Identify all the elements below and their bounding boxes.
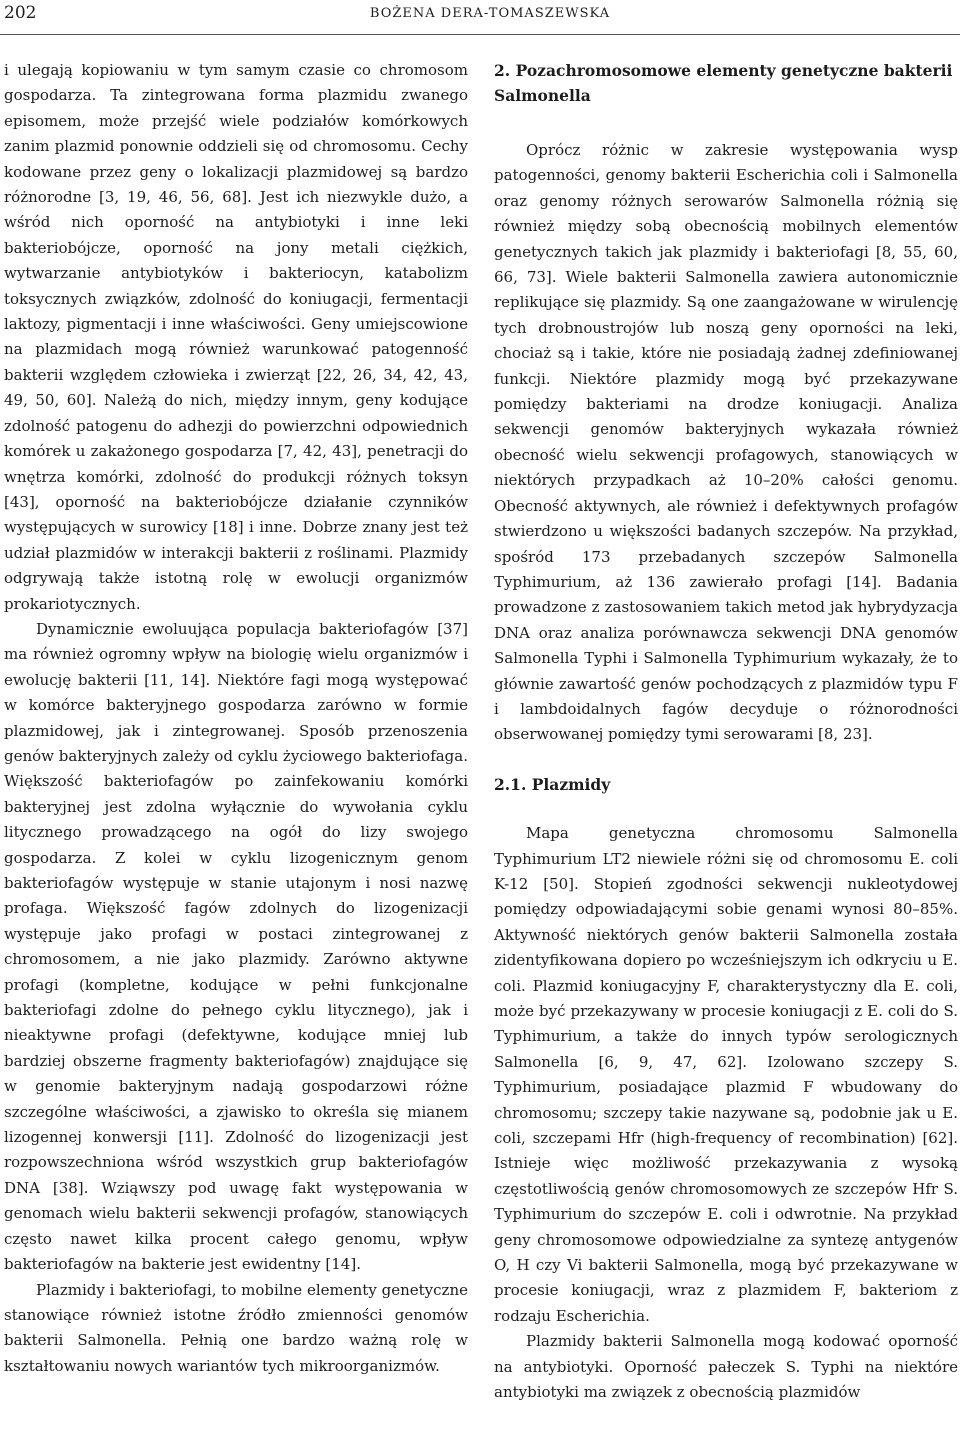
body-paragraph: Dynamicznie ewoluująca populacja bakteriofagów [37] ma również ogromny wpływ na biologię wielu organizmów i ewolucję bakterii [11, 14]. Niektóre fagi mogą występować w komórce bakteryjnego gospodarza zarówno w formie plazmidowej, jak i zintegrowanej. Sposób przenoszenia genów bakteryjnych zależy od cyklu życiowego bakteriofaga. Większość bakteriofagów po zainfekowaniu komórki bakteryjnej jest zdolna wyłącznie do wywołania cyklu litycznego prowadzącego na ogół do lizy swojego gospodarza. Z kolei w cyklu lizogenicznym genom bakteriofagów występuje w stanie utajonym i nosi nazwę profaga. Większość fagów zdolnych do lizogenizacji występuje jako profagi w postaci zintegrowanej z chromosomem, a nie jako plazmidy. Zarówno aktywne profagi (kompletne, kodujące w pełni funkcjonalne bakteriofagi zdolne do pełnego cyklu litycznego), jak i nieaktywne profagi (defektywne, kodujące mniej lub bardziej obszerne fragmenty bakteriofagów) znajdujące się w genomie bakteryjnym nadają gospodarzowi różne szczególne właściwości, a zjawisko to określa się mianem lizogennej konwersji [11]. Zdolność do lizogenizacji jest rozpowszechniona wśród wszystkich grup bakteriofagów DNA [38]. Wziąwszy pod uwagę fakt występowania w genomach wielu bakterii sekwencji profagów, stanowiących często nawet kilka procent całego genomu, wpływ bakteriofagów na bakterie jest ewidentny [14]. — [4, 619, 468, 1274]
subsection-heading: 2.1. Plazmidy — [494, 774, 611, 794]
body-paragraph: Plazmidy i bakteriofagi, to mobilne elementy genetyczne stanowiące również istotne źródło zmienności genomów bakterii Salmonella. Pełnią one bardzo ważną rolę w kształtowaniu nowych wariantów tych mikroorganizmów. — [4, 1280, 468, 1375]
body-paragraph: Oprócz różnic w zakresie występowania wysp patogenności, genomy bakterii Escherichia coli i Salmonella oraz genomy różnych serowarów Salmonella różnią się również między sobą obecnością mobilnych elementów genetycznych takich jak plazmidy i bakteriofagi [8, 55, 60, 66, 73]. Wiele bakterii Salmonella zawiera autonomicznie replikujące się plazmidy. Są one zaangażowane w wirulencję tych drobnoustrojów lub noszą geny oporności na leki, chociaż są i takie, które nie posiadają żadnej zdefiniowanej funkcji. Niektóre plazmidy mogą być przekazywane pomiędzy bakteriami na drodze koniugacji. Analiza sekwencji genomów bakteryjnych wykazała również obecność wielu sekwencji profagowych, stanowiących w niektórych przypadkach aż 10–20% całości genomu. Obecność aktywnych, ale również i defektywnych profagów stwierdzono u większości badanych szczepów. Na przykład, spośród 173 przebadanych szczepów Salmonella Typhimurium, aż 136 zawierało profagi [14]. Badania prowadzone z zastosowaniem takich metod jak hybrydyzacja DNA oraz analiza porównawcza sekwencji DNA genomów Salmonella Typhi i Salmonella Typhimurium wykazały, że to głównie zawartość genów pochodzących z plazmidów typu F i lambdoidalnych fagów decyduje o różnorodności obserwowanej pomiędzy tymi serowarami [8, 23]. — [494, 141, 958, 744]
running-title: BOŻENA DERA-TOMASZEWSKA — [369, 6, 611, 21]
page-number: 202 — [4, 3, 37, 23]
section-heading: 2. Pozachromosomowe elementy genetyczne bakterii Salmonella — [494, 61, 953, 105]
body-paragraph: i ulegają kopiowaniu w tym samym czasie co chromosom gospodarza. Ta zintegrowana forma plazmidu zwanego episomem, może przejść wiele podziałów komórkowych zanim plazmid ponownie oddzieli się od chromosomu. Cechy kodowane przez geny o lokalizacji plazmidowej są bardzo różnorodne [3, 19, 46, 56, 68]. Jest ich niezwykle dużo, a wśród nich oporność na antybiotyki i inne leki bakteriobójcze, oporność na jony metali ciężkich, wytwarzanie antybiotyków i bakteriocyn, katabolizm toksycznych związków, zdolność do koniugacji, fermentacji laktozy, pigmentacji i inne właściwości. Geny umiejscowione na plazmidach mogą również warunkować patogenność bakterii względem człowieka i zwierząt [22, 26, 34, 42, 43, 49, 50, 60]. Należą do nich, między innym, geny kodujące zdolność patogenu do adhezji do powierzchni odpowiednich komórek u zakażonego gospodarza [7, 42, 43], penetracji do wnętrza komórki, zdolność do produkcji różnych toksyn [43], oporność na bakteriobójcze działanie czynników występujących w surowicy [18] i inne. Dobrze znany jest też udział plazmidów w interakcji bakterii z roślinami. Plazmidy odgrywają także istotną rolę w ewolucji organizmów prokariotycznych. — [4, 61, 468, 613]
body-paragraph: Mapa genetyczna chromosomu Salmonella Typhimurium LT2 niewiele różni się od chromosomu E. coli K-12 [50]. Stopień zgodności sekwencji nukleotydowej pomiędzy odpowiadającymi sobie genami wynosi 80–85%. Aktywność niektórych genów bakterii Salmonella została zidentyfikowana dopiero po wcześniejszym ich odkryciu u E. coli. Plazmid koniugacyjny F, charakterystyczny dla E. coli, może być przekazywany w procesie koniugacji z E. coli do S. Typhimurium, a także do innych typów serologicznych Salmonella [6, 9, 47, 62]. Izolowano szczepy S. Typhimurium, posiadające plazmid F wbudowany do chromosomu; szczepy takie nazywane są, podobnie jak u E. coli, szczepami Hfr (high-frequency of recombination) [62]. Istnieje więc możliwość przekazywania z wysoką częstotliwością genów chromosomowych ze szczepów Hfr S. Typhimurium do szczepów E. coli i odwrotnie. Na przykład geny chromosomowe odpowiedzialne za syntezę antygenów O, H czy Vi bakterii Salmonella, mogą być przekazywane w procesie koniugacji, wraz z plazmidem F, bakteriom z rodzaju Escherichia. — [494, 824, 958, 1325]
page-header — [0, 0, 960, 35]
right-column — [494, 58, 958, 1448]
body-paragraph: Plazmidy bakterii Salmonella mogą kodować oporność na antybiotyki. Oporność pałeczek S. Typhi na niektóre antybiotyki ma związek z obecnością plazmidów — [494, 1332, 958, 1402]
left-column — [4, 58, 468, 1448]
